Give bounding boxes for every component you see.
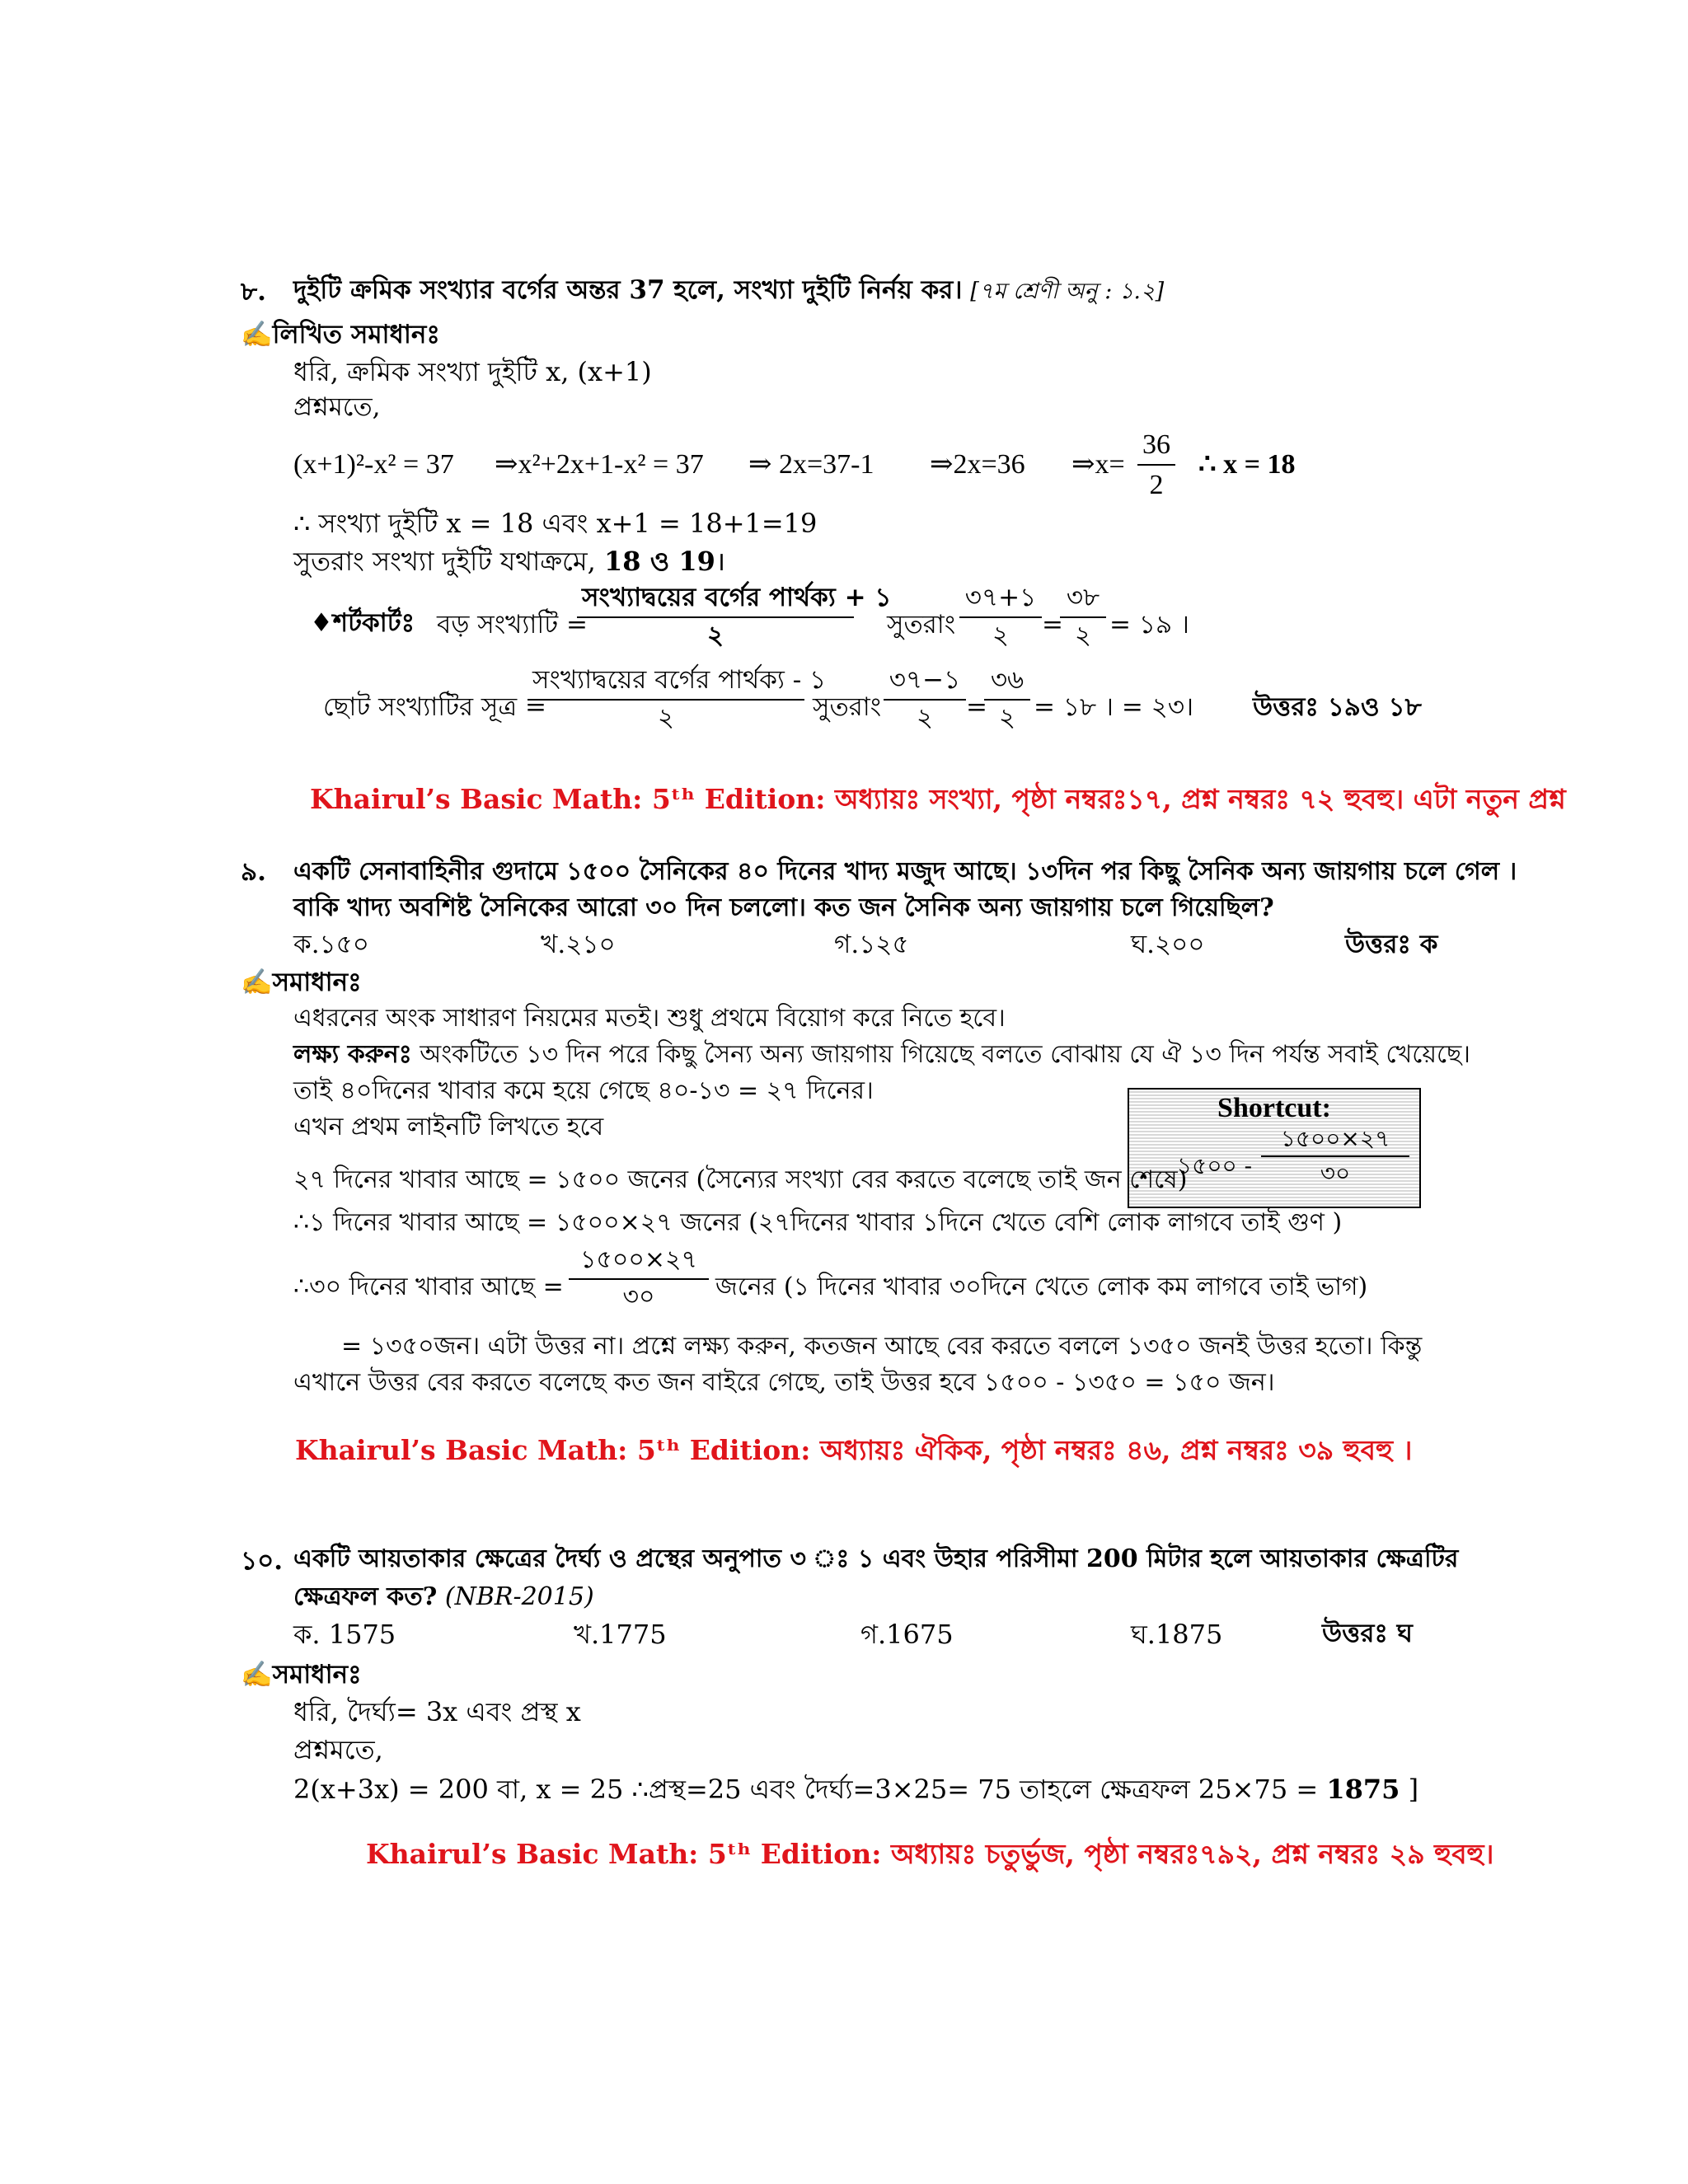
q9-line6: ∴১ দিনের খাবার আছে = ১৫০০×২৭ জনের (২৭দিনের খাবার ১দিনে খেতে বেশি লোক লাগবে তাই গুণ ) (293, 1208, 1343, 1237)
q10-line2: প্রশ্নমতে, (293, 1734, 383, 1765)
q8-eq-frac-den: 2 (1149, 470, 1164, 501)
q8-big-result: = ১৯ । (1109, 610, 1189, 640)
q8-source: [৭ম শ্রেণী অনু : ১.২] (970, 279, 1165, 304)
q8-question-row (293, 275, 1164, 306)
q10-option-b: খ.1775 (574, 1619, 667, 1650)
q9-question-line2: বাকি খাদ্য অবশিষ্ট সৈনিকের আরো ৩০ দিন চললো। কত জন সৈনিক অন্য জায়গায় চলে গিয়েছিল? (293, 893, 1274, 922)
q10-reference: Khairul’s Basic Math: 5ᵗʰ Edition: অধ্যায়ঃ চতুর্ভুজ, পৃষ্ঠা নম্বরঃ৭৯২, প্রশ্ন নম্বরঃ ২৯ হুবহু। (366, 1838, 1494, 1870)
q9-option-a: ক.১৫০ (293, 930, 369, 959)
q8-big-eq: = (1042, 610, 1063, 640)
q8-eq-fraction (1137, 429, 1175, 501)
q10-question-line1: একটি আয়তাকার ক্ষেত্রের দৈর্ঘ্য ও প্রস্থের অনুপাত ৩ ঃ ১ এবং উহার পরিসীমা 200 মিটার হলে আয়তাকার ক্ষেত্রটির (293, 1544, 1459, 1573)
q8-line1: ধরি, ক্রমিক সংখ্যা দুইটি x, (x+1) (293, 356, 652, 387)
q10-solution-label: ✍সমাধানঃ (241, 1660, 362, 1690)
q10-number: ১০. (241, 1546, 284, 1576)
q8-small-therefore: সুতরাং (813, 692, 882, 722)
q8-answer: উত্তরঃ ১৯ও ১৮ (1253, 692, 1422, 722)
q9-line5: ২৭ দিনের খাবার আছে = ১৫০০ জনের (সৈন্যের সংখ্যা বের করতে বলেছে তাই জন শেষে) (293, 1165, 1188, 1194)
q8-eq-part2: ⇒x²+2x+1-x² = 37 (495, 449, 704, 480)
q8-eq-frac-num: 36 (1137, 429, 1175, 466)
q8-line3: ∴ সংখ্যা দুইটি x = 18 এবং x+1 = 18+1=19 (293, 508, 818, 539)
q9-line2: লক্ষ্য করুনঃ অংকটিতে ১৩ দিন পরে কিছু সৈন্য অন্য জায়গায় গিয়েছে বলতে বোঝায় যে ঐ ১৩ দিন পর্যন্ত সবাই খেয়েছে। (293, 1040, 1470, 1069)
q9-line3: তাই ৪০দিনের খাবার কমে হয়ে গেছে ৪০-১৩ = ২৭ দিনের। (293, 1076, 874, 1105)
q10-answer: উত্তরঃ ঘ (1322, 1619, 1413, 1648)
q8-big-calc: ৩৭+১ ২ (959, 583, 1042, 650)
q8-shortcut-label: ♦শর্টকার্টঃ (310, 608, 415, 638)
q8-question: দুইটি ক্রমিক সংখ্যার বর্গের অন্তর 37 হলে, সংখ্যা দুইটি নির্নয় কর। (293, 275, 963, 305)
q10-question-line2: ক্ষেত্রফল কত? (NBR-2015) (293, 1582, 594, 1611)
q8-eq-part1: (x+1)²-x² = 37 (293, 449, 454, 480)
q10-line1: ধরি, দৈর্ঘ্য= 3x এবং প্রস্থ x (293, 1696, 581, 1727)
q8-big-therefore: সুতরাং (887, 610, 956, 640)
q9-answer: উত্তরঃ ক (1345, 930, 1438, 959)
q8-eq-result: ∴ x = 18 (1198, 449, 1296, 480)
q8-solution-label: ✍লিখিত সমাধানঃ (241, 320, 440, 349)
q10-line3-answer: 1875 (1326, 1774, 1400, 1805)
q8-small-calc2: ৩৬ ২ (984, 666, 1030, 733)
q9-reference: Khairul’s Basic Math: 5ᵗʰ Edition: অধ্যায়ঃ ঐকিক, পৃষ্ঠা নম্বরঃ ৪৬, প্রশ্ন নম্বরঃ ৩৯ হুবহু । (295, 1434, 1413, 1466)
q8-eq-part4: ⇒2x=36 (930, 449, 1025, 480)
q8-eq-part5: ⇒x= (1071, 449, 1125, 480)
q9-line7-prefix: ∴৩০ দিনের খাবার আছে = (293, 1272, 564, 1301)
q10-line3: 2(x+3x) = 200 বা, x = 25 ∴প্রস্থ=25 এবং দৈর্ঘ্য=3×25= 75 তাহলে ক্ষেত্রফল 25×75 = 1875 ] (293, 1774, 1419, 1805)
q8-small-label: ছোট সংখ্যাটির সূত্র = (323, 692, 547, 722)
pen-icon: ✍ (241, 968, 273, 997)
q9-option-d: ঘ.২০০ (1131, 930, 1205, 959)
q9-line1: এধরনের অংক সাধারণ নিয়মের মতই। শুধু প্রথমে বিয়োগ করে নিতে হবে। (293, 1004, 1006, 1033)
pen-icon: ✍ (241, 1660, 273, 1690)
q8-small-result: = ১৮ । = ২৩। (1034, 692, 1194, 722)
q9-number: ৯. (241, 857, 266, 887)
shortcut-fraction: ১৫০০×২৭ ৩০ (1261, 1126, 1409, 1187)
q8-reference: Khairul’s Basic Math: 5ᵗʰ Edition: অধ্যায়ঃ সংখ্যা, পৃষ্ঠা নম্বরঃ১৭, প্রশ্ন নম্বরঃ ৭২ হুবহু। এটা নতুন প্রশ্ন (310, 783, 1566, 815)
shortcut-title: Shortcut: (1217, 1093, 1331, 1123)
q9-solution-label: ✍সমাধানঃ (241, 968, 362, 997)
q10-option-c: গ.1675 (860, 1619, 954, 1650)
q9-question-line1: একটি সেনাবাহিনীর গুদামে ১৫০০ সৈনিকের ৪০ দিনের খাদ্য মজুদ আছে। ১৩দিন পর কিছু সৈনিক অন্য জায়গায় চলে গেল । (293, 857, 1517, 886)
q8-line2: প্রশ্নমতে, (293, 392, 381, 422)
q9-line4: এখন প্রথম লাইনটি লিখতে হবে (293, 1113, 604, 1141)
q9-line7-suffix: জনের (১ দিনের খাবার ৩০দিনে খেতে লোক কম লাগবে তাই ভাগ) (715, 1272, 1368, 1301)
q8-line4-answer: 18 ও 19 (604, 546, 715, 577)
q8-line4: সুতরাং সংখ্যা দুইটি যথাক্রমে, 18 ও 19। (293, 546, 726, 577)
q9-line9: এখানে উত্তর বের করতে বলেছে কত জন বাইরে গেছে, তাই উত্তর হবে ১৫০০ - ১৩৫০ = ১৫০ জন। (293, 1368, 1275, 1397)
q8-number: ৮. (241, 277, 266, 307)
q9-option-b: খ.২১০ (541, 930, 616, 959)
q8-big-label: বড় সংখ্যাটি = (437, 610, 588, 640)
q9-option-c: গ.১২৫ (834, 930, 909, 959)
q8-small-eq: = (966, 692, 987, 722)
q8-eq-part3: ⇒ 2x=37-1 (748, 449, 874, 480)
q10-source: (NBR-2015) (444, 1582, 594, 1611)
q8-big-calc2: ৩৮ ২ (1060, 583, 1106, 650)
pen-icon: ✍ (241, 320, 273, 349)
q8-small-fraction: সংখ্যাদ্বয়ের বর্গের পার্থক্য - ১ ২ (528, 666, 804, 733)
q8-big-fraction: সংখ্যাদ্বয়ের বর্গের পার্থক্য + ১ ২ (577, 583, 854, 650)
shortcut-left: ১৫০০ - (1177, 1152, 1253, 1179)
q9-line8: = ১৩৫০জন। এটা উত্তর না। প্রশ্নে লক্ষ্য করুন, কতজন আছে বের করতে বললে ১৩৫০ জনই উত্তর হতো। কিন্তু (341, 1332, 1423, 1361)
q9-line7-fraction: ১৫০০×২৭ ৩০ (569, 1246, 709, 1311)
q8-small-calc: ৩৭−১ ২ (884, 666, 966, 733)
q10-option-d: ঘ.1875 (1131, 1619, 1223, 1650)
q10-option-a: ক. 1575 (293, 1619, 396, 1650)
